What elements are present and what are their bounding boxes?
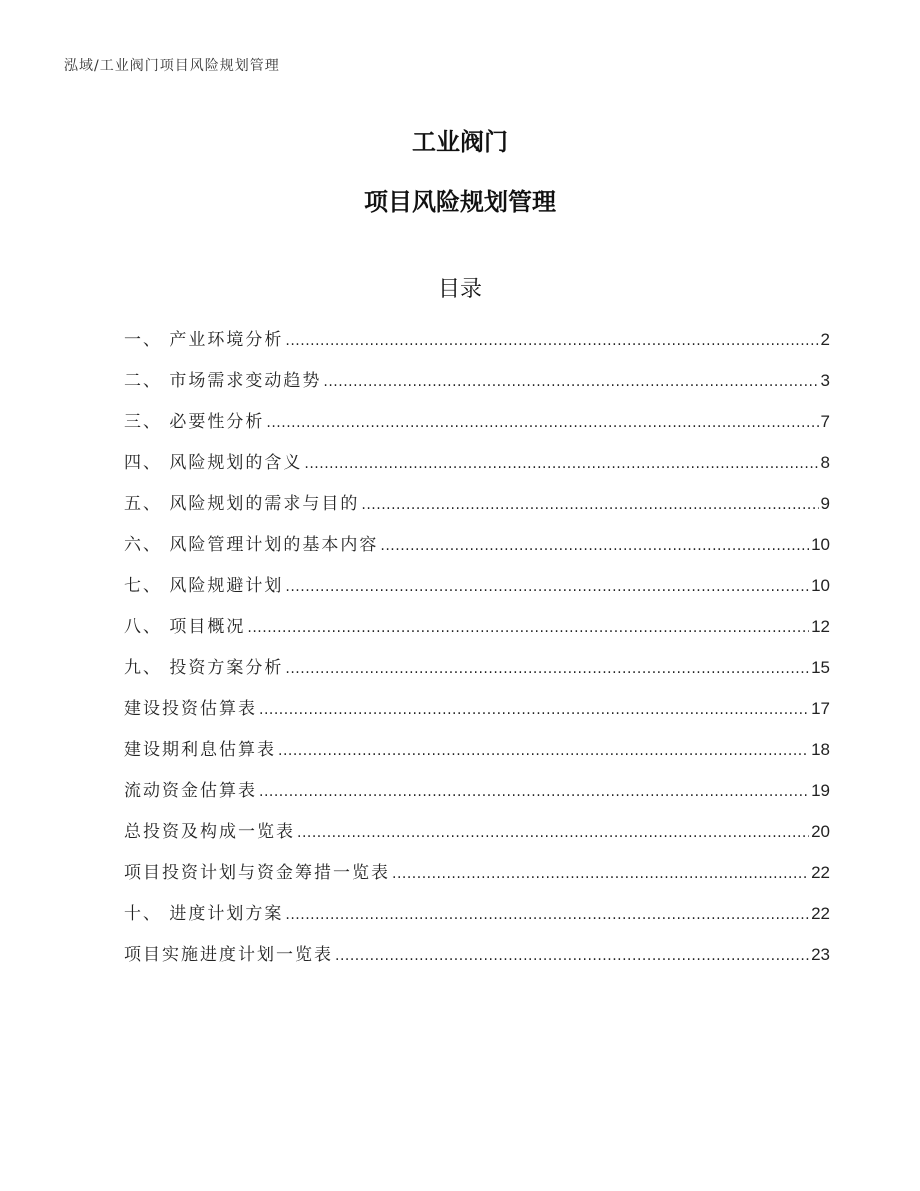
toc-entry-page: 20 <box>811 822 830 841</box>
toc-entry-label: 八、 项目概况 <box>124 617 246 637</box>
toc-leader-dots <box>285 576 809 596</box>
toc-entry[interactable] <box>124 325 830 366</box>
toc-leader-dots <box>285 904 809 924</box>
toc-leader-dots <box>247 617 809 637</box>
toc-entry-label: 项目实施进度计划一览表 <box>124 945 333 965</box>
toc-entry-page: 8 <box>820 453 830 472</box>
toc-entry-label: 流动资金估算表 <box>124 781 257 801</box>
toc-entry-label: 四、 风险规划的含义 <box>124 453 303 473</box>
toc-entry-label: 二、 市场需求变动趋势 <box>124 371 322 391</box>
toc-leader-dots <box>259 781 809 801</box>
toc-entry[interactable] <box>124 612 830 653</box>
toc-entry[interactable] <box>124 694 830 735</box>
toc-leader-dots <box>285 658 809 678</box>
toc-entry[interactable] <box>124 366 830 407</box>
document-title: 工业阀门 <box>412 128 508 156</box>
toc-entry[interactable] <box>124 653 830 694</box>
toc-entry-label: 项目投资计划与资金筹措一览表 <box>124 863 390 883</box>
toc-leader-dots <box>285 330 818 350</box>
toc-entry-page: 23 <box>811 945 830 964</box>
toc-entry-page: 3 <box>820 371 830 390</box>
toc-entry[interactable] <box>124 571 830 612</box>
toc-entry-page: 10 <box>811 535 830 554</box>
toc-entry[interactable] <box>124 858 830 899</box>
toc-entry[interactable] <box>124 448 830 489</box>
toc-leader-dots <box>380 535 809 555</box>
toc-entry[interactable] <box>124 899 830 940</box>
toc-entry[interactable] <box>124 940 830 981</box>
toc-leader-dots <box>259 699 809 719</box>
toc-leader-dots <box>335 945 809 965</box>
toc-entry[interactable] <box>124 489 830 530</box>
toc-leader-dots <box>361 494 818 514</box>
toc-entry-page: 17 <box>811 699 830 718</box>
running-header: 泓域/工业阀门项目风险规划管理 <box>64 58 280 74</box>
toc-entry[interactable] <box>124 817 830 858</box>
toc-entry-label: 建设期利息估算表 <box>124 740 276 760</box>
toc-leader-dots <box>297 822 809 842</box>
toc-entry[interactable] <box>124 407 830 448</box>
toc-entry-page: 9 <box>820 494 830 513</box>
toc-entry-page: 22 <box>811 904 830 923</box>
table-of-contents <box>124 325 830 981</box>
toc-entry-label: 十、 进度计划方案 <box>124 904 284 924</box>
toc-entry-page: 10 <box>811 576 830 595</box>
toc-entry-page: 12 <box>811 617 830 636</box>
toc-entry-page: 15 <box>811 658 830 677</box>
toc-entry-label: 建设投资估算表 <box>124 699 257 719</box>
toc-entry-label: 六、 风险管理计划的基本内容 <box>124 535 379 555</box>
toc-entry-label: 五、 风险规划的需求与目的 <box>124 494 360 514</box>
toc-heading: 目录 <box>437 277 482 302</box>
toc-entry-page: 7 <box>820 412 830 431</box>
toc-entry[interactable] <box>124 776 830 817</box>
toc-entry-page: 18 <box>811 740 830 759</box>
toc-entry-label: 七、 风险规避计划 <box>124 576 284 596</box>
document-subtitle: 项目风险规划管理 <box>364 188 556 216</box>
toc-entry-page: 19 <box>811 781 830 800</box>
toc-entry[interactable] <box>124 735 830 776</box>
toc-entry-label: 九、 投资方案分析 <box>124 658 284 678</box>
toc-leader-dots <box>323 371 818 391</box>
toc-entry-page: 2 <box>820 330 830 349</box>
toc-leader-dots <box>266 412 818 432</box>
toc-entry[interactable] <box>124 530 830 571</box>
toc-leader-dots <box>304 453 818 473</box>
toc-entry-label: 总投资及构成一览表 <box>124 822 295 842</box>
toc-entry-label: 一、 产业环境分析 <box>124 330 284 350</box>
toc-entry-page: 22 <box>811 863 830 882</box>
toc-leader-dots <box>392 863 809 883</box>
toc-entry-label: 三、 必要性分析 <box>124 412 265 432</box>
toc-leader-dots <box>278 740 809 760</box>
